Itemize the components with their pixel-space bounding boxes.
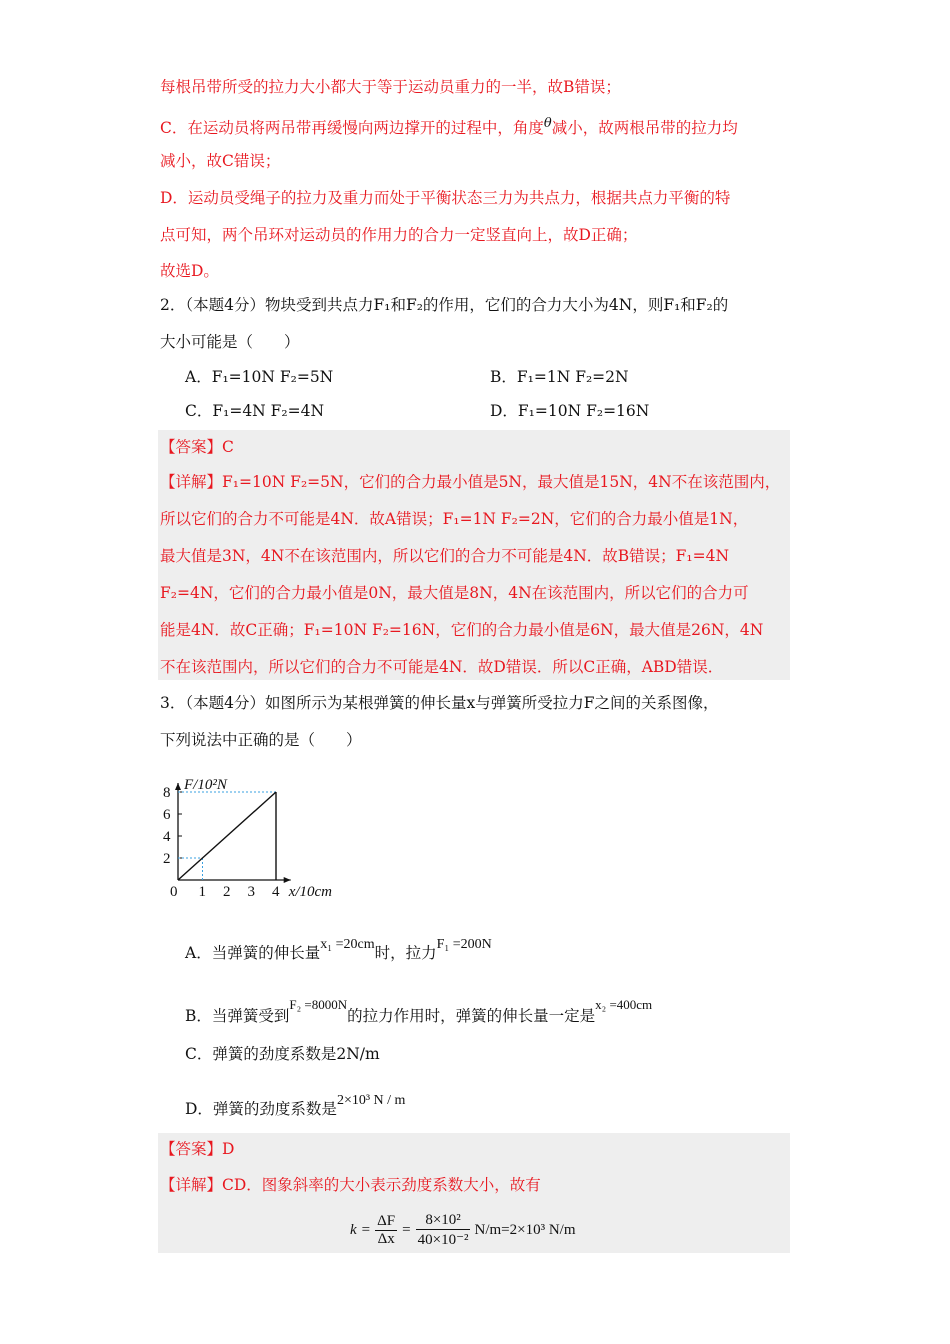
q2-stem-line-2: 大小可能是（ ） [160, 333, 300, 351]
y-axis-label: F/10²N [184, 777, 227, 793]
q3-option-d-text: D．弹簧的劲度系数是 [185, 1100, 337, 1118]
x-tick-label-1: 1 [198, 884, 206, 900]
q2-stem-line-1: 2．（本题4分）物块受到共点力F₁和F₂的作用，它们的合力大小为4N，则F₁和F₂的 [160, 296, 729, 314]
q3-option-a-math2: F₁ =200N [436, 937, 492, 952]
q2-detail-line-4: F₂=4N，它们的合力最小值是0N，最大值是8N，4N在该范围内，所以它们的合力可 [160, 584, 749, 602]
y-tick-label-4: 4 [163, 829, 171, 845]
formula-k: k [350, 1221, 357, 1238]
q2-option-b: B．F₁=1N F₂=2N [490, 368, 629, 386]
formula-tail: N/m=2×10³ N/m [474, 1221, 576, 1238]
series-line [178, 792, 276, 880]
formula-num-2: 8×10² [425, 1211, 461, 1228]
x-tick-label-3: 3 [247, 884, 255, 900]
y-tick-label-2: 2 [163, 851, 171, 867]
q3-option-a-text1: A．当弹簧的伸长量 [185, 944, 321, 962]
q3-detail: CD．图象斜率的大小表示劲度系数大小，故有 [222, 1176, 541, 1194]
q3-answer-line [160, 1138, 234, 1160]
y-tick-label-6: 6 [163, 807, 171, 823]
explanation-line-2 [160, 113, 738, 139]
answer-tag: 【答案】 [160, 1140, 223, 1158]
q2-detail-line-1 [160, 471, 780, 493]
q2-option-a: A．F₁=10N F₂=5N [185, 368, 334, 386]
q3-option-d-math: 2×10³ N / m [336, 1093, 406, 1108]
explanation-line-3: 减小，故C错误； [160, 152, 281, 170]
explanation-line-4: D．运动员受绳子的拉力及重力而处于平衡状态三力为共点力，根据共点力平衡的特 [160, 189, 731, 207]
stiffness-formula: k = ΔF Δx = 8×10² 40×10⁻² N/m=2×10³ N/m [350, 1211, 576, 1248]
q2-detail-line-3: 最大值是3N，4N不在该范围内，所以它们的合力不可能是4N．故B错误；F₁=4N [160, 547, 730, 565]
q3-option-a-text2: 时，拉力 [374, 944, 437, 962]
explanation-line-5: 点可知，两个吊环对运动员的作用力的合力一定竖直向上，故D正确； [160, 226, 638, 244]
x-tick-label-2: 2 [223, 884, 231, 900]
formula-den-1: Δx [377, 1230, 395, 1247]
q2-answer: C [222, 438, 234, 456]
x-tick-label-0: 0 [170, 884, 178, 900]
x-axis-arrow [284, 877, 291, 883]
q3-option-d [185, 1090, 405, 1120]
explanation-line-2a: C．在运动员将两吊带再缓慢向两边撑开的过程中，角度 [160, 119, 544, 137]
q3-option-b-math2: x₂ =400cm [595, 997, 653, 1012]
q3-option-a [185, 934, 492, 964]
q3-option-c: C．弹簧的劲度系数是2N/m [185, 1045, 380, 1063]
q2-detail-line-2: 所以它们的合力不可能是4N．故A错误；F₁=1N F₂=2N，它们的合力最小值是1N， [160, 510, 749, 528]
y-tick-label-8: 8 [163, 785, 171, 801]
formula-num-1: ΔF [377, 1212, 396, 1229]
q2-detail-1: F₁=10N F₂=5N，它们的合力最小值是5N，最大值是15N，4N不在该范围内， [222, 473, 781, 491]
q3-answer: D [222, 1140, 235, 1158]
explanation-line-6: 故选D。 [160, 262, 219, 280]
q2-detail-line-5: 能是4N．故C正确；F₁=10N F₂=16N，它们的合力最小值是6N，最大值是26N，4N [160, 621, 764, 639]
answer-tag: 【答案】 [160, 438, 223, 456]
q3-stem-line-1: 3．（本题4分）如图所示为某根弹簧的伸长量x与弹簧所受拉力F之间的关系图像， [160, 694, 719, 712]
q3-option-b-text2: 的拉力作用时，弹簧的伸长量一定是 [347, 1007, 596, 1025]
q3-detail-line [160, 1174, 541, 1196]
spring-force-graph [150, 758, 360, 908]
formula-den-2: 40×10⁻² [417, 1231, 469, 1248]
theta-symbol: θ [543, 116, 552, 131]
q3-option-b [185, 994, 652, 1027]
q2-answer-line [160, 436, 234, 458]
explanation-line-1: 每根吊带所受的拉力大小都大于等于运动员重力的一半，故B错误； [160, 78, 621, 96]
q3-option-a-math1: x₁ =20cm [320, 937, 375, 952]
q3-stem-line-2: 下列说法中正确的是（ ） [160, 731, 362, 749]
q3-option-b-text1: B．当弹簧受到 [185, 1007, 290, 1025]
detail-tag: 【详解】 [160, 473, 223, 491]
q2-option-d: D．F₁=10N F₂=16N [490, 402, 650, 420]
x-tick-label-4: 4 [272, 884, 280, 900]
x-axis-label: x/10cm [288, 884, 333, 900]
y-axis-arrow [175, 783, 181, 790]
q2-option-c: C．F₁=4N F₂=4N [185, 402, 325, 420]
detail-tag: 【详解】 [160, 1176, 223, 1194]
explanation-line-2b: 减小，故两根吊带的拉力均 [551, 119, 738, 137]
q2-detail-line-6: 不在该范围内，所以它们的合力不可能是4N．故D错误．所以C正确，ABD错误． [160, 658, 724, 676]
q3-option-b-math1: F₂ =8000N [289, 997, 348, 1012]
